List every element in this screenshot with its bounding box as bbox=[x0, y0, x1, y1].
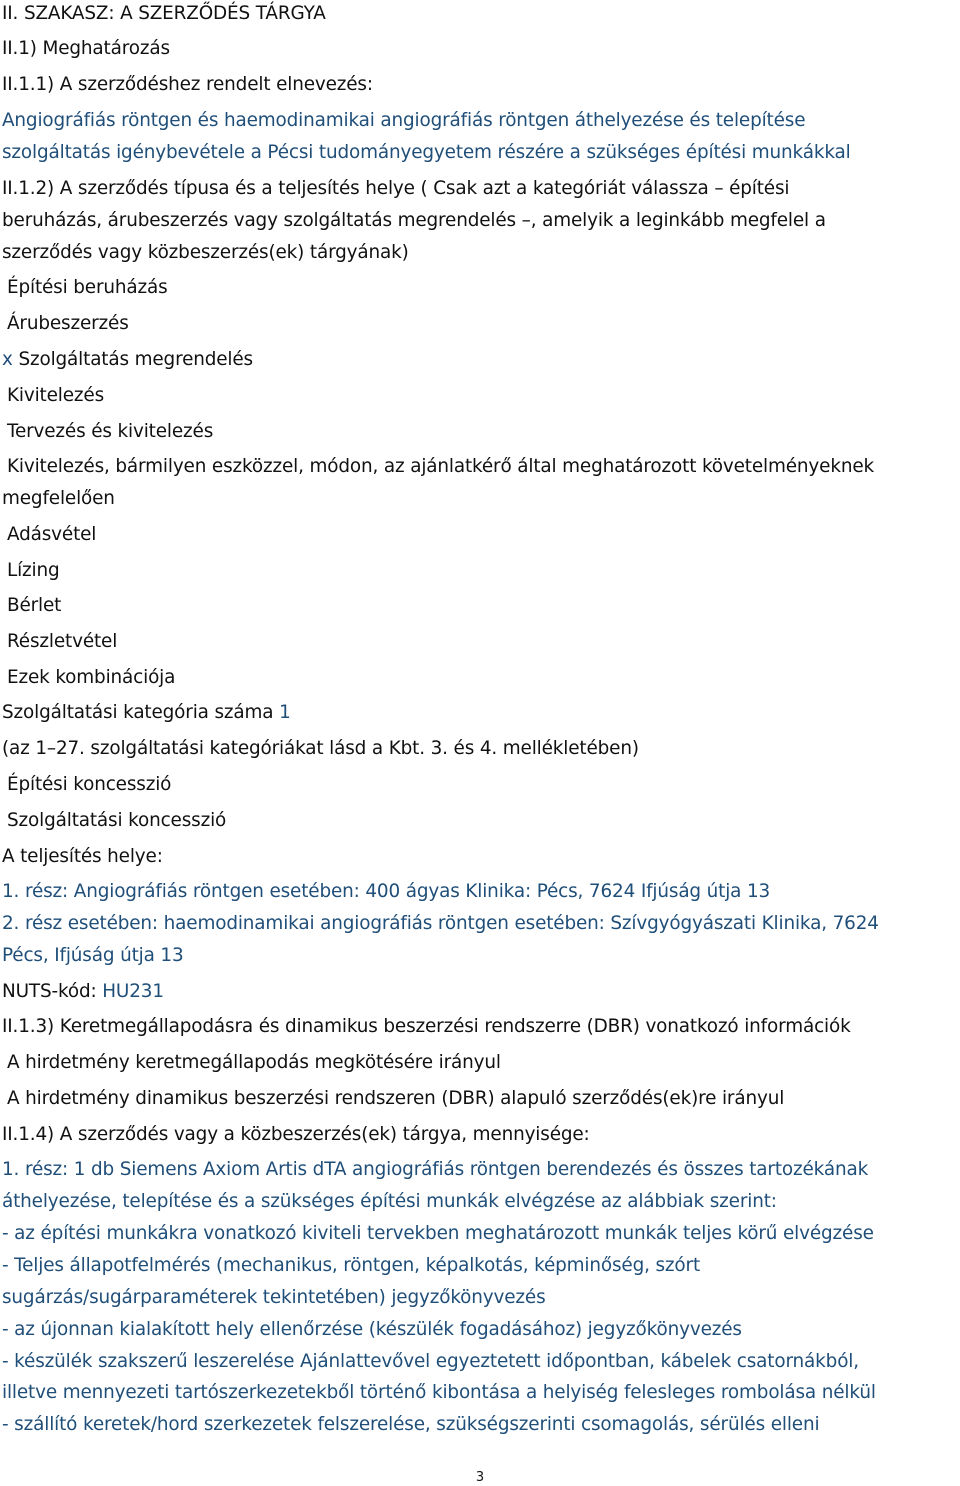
contract-name-line: Angiográfiás röntgen és haemodinamikai angiográfiás röntgen áthelyezése és telepítése bbox=[2, 110, 806, 131]
option-combination: Ezek kombinációja bbox=[7, 667, 176, 688]
subject-line: 1. rész: 1 db Siemens Axiom Artis dTA angiográfiás röntgen berendezés és összes tartozékának bbox=[2, 1159, 869, 1180]
subject-line: sugárzás/sugárparaméterek tekintetében) jegyzőkönyvezés bbox=[2, 1287, 546, 1308]
service-category-value: 1 bbox=[279, 702, 291, 723]
contract-type-label-line: szerződés vagy közbeszerzés(ek) tárgyának) bbox=[2, 242, 409, 263]
place-label: A teljesítés helye: bbox=[2, 846, 163, 867]
definition-heading: II.1) Meghatározás bbox=[2, 38, 170, 59]
subject-line: illetve mennyezeti tartószerkezetekből történő kibontása a helyiség felesleges rombolása nélkül bbox=[2, 1382, 876, 1403]
framework-option: A hirdetmény keretmegállapodás megkötésére irányul bbox=[7, 1052, 501, 1073]
option-purchase: Adásvétel bbox=[7, 524, 97, 545]
option-construction: Építési beruházás bbox=[7, 277, 168, 298]
contract-name-label: II.1.1) A szerződéshez rendelt elnevezés: bbox=[2, 74, 373, 95]
nuts-value: HU231 bbox=[102, 981, 164, 1002]
option-service-label: Szolgáltatás megrendelés bbox=[18, 349, 253, 370]
contract-type-label-line: II.1.2) A szerződés típusa és a teljesítés helye ( Csak azt a kategóriát válassza – építési bbox=[2, 178, 790, 199]
subject-line: - készülék szakszerű leszerelése Ajánlattevővel egyeztetett időpontban, kábelek csatornákból, bbox=[2, 1351, 859, 1372]
service-concession: Szolgáltatási koncesszió bbox=[7, 810, 227, 831]
framework-heading: II.1.3) Keretmegállapodásra és dinamikus beszerzési rendszerre (DBR) vonatkozó információk bbox=[2, 1016, 851, 1037]
option-service-selected bbox=[2, 348, 253, 372]
option-hire-purchase: Részletvétel bbox=[7, 631, 118, 652]
framework-option: A hirdetmény dinamikus beszerzési rendszeren (DBR) alapuló szerződés(ek)re irányul bbox=[7, 1088, 785, 1109]
page-number-container bbox=[0, 1470, 960, 1486]
nuts-label: NUTS-kód: bbox=[2, 981, 97, 1002]
option-design-execution: Tervezés és kivitelezés bbox=[7, 421, 214, 442]
nuts-code bbox=[2, 980, 164, 1004]
place-line: Pécs, Ifjúság útja 13 bbox=[2, 945, 184, 966]
service-category-label: Szolgáltatási kategória száma bbox=[2, 702, 274, 723]
page-number: 3 bbox=[475, 1470, 485, 1485]
subject-line: - az építési munkákra vonatkozó kiviteli tervekben meghatározott munkák teljes körű elvégzése bbox=[2, 1223, 874, 1244]
section-title: II. SZAKASZ: A SZERZŐDÉS TÁRGYA bbox=[2, 3, 326, 24]
option-rent: Bérlet bbox=[7, 595, 62, 616]
option-execution-any-means-cont: megfelelően bbox=[2, 488, 115, 509]
service-category-note: (az 1–27. szolgáltatási kategóriákat lásd a Kbt. 3. és 4. mellékletében) bbox=[2, 738, 639, 759]
place-line: 2. rész esetében: haemodinamikai angiográfiás röntgen esetében: Szívgyógyászati Klinika, 7624 bbox=[2, 913, 879, 934]
subject-line: - az újonnan kialakított hely ellenőrzése (készülék fogadásához) jegyzőkönyvezés bbox=[2, 1319, 742, 1340]
subject-line: - szállító keretek/hord szerkezetek felszerelése, szükségszerinti csomagolás, sérülés elleni bbox=[2, 1414, 820, 1435]
contract-name-line: szolgáltatás igénybevétele a Pécsi tudományegyetem részére a szükséges építési munkákkal bbox=[2, 142, 851, 163]
option-execution-any-means: Kivitelezés, bármilyen eszközzel, módon, az ajánlatkérő által meghatározott követelményeknek bbox=[7, 456, 874, 477]
place-line: 1. rész: Angiográfiás röntgen esetében: 400 ágyas Klinika: Pécs, 7624 Ifjúság útja 13 bbox=[2, 881, 771, 902]
selected-mark: x bbox=[2, 349, 13, 370]
option-supply: Árubeszerzés bbox=[7, 313, 129, 334]
subject-heading: II.1.4) A szerződés vagy a közbeszerzés(ek) tárgya, mennyisége: bbox=[2, 1124, 590, 1145]
contract-type-label-line: beruházás, árubeszerzés vagy szolgáltatás megrendelés –, amelyik a leginkább megfelel a bbox=[2, 210, 826, 231]
construction-concession: Építési koncesszió bbox=[7, 774, 172, 795]
option-leasing: Lízing bbox=[7, 560, 60, 581]
service-category bbox=[2, 701, 291, 725]
subject-line: áthelyezése, telepítése és a szükséges építési munkák elvégzése az alábbiak szerint: bbox=[2, 1191, 777, 1212]
option-execution: Kivitelezés bbox=[7, 385, 105, 406]
subject-line: - Teljes állapotfelmérés (mechanikus, röntgen, képalkotás, képminőség, szórt bbox=[2, 1255, 701, 1276]
